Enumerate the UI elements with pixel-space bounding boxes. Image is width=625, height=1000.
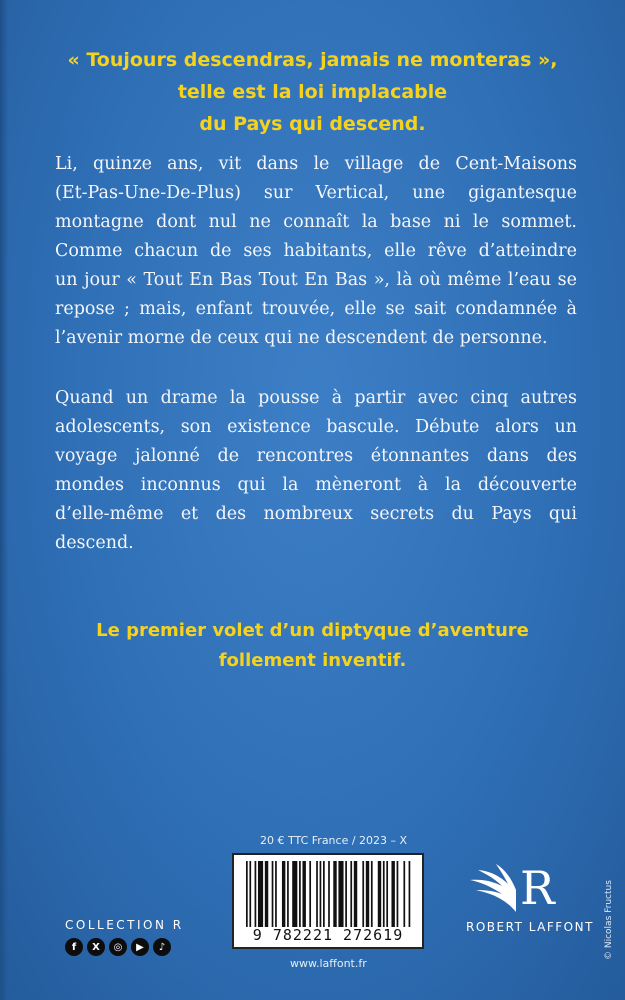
barcode-bar: [345, 861, 347, 927]
tagline-line: Le premier volet d’un diptyque d’aventure: [96, 620, 529, 641]
price-label: 20 € TTC France / 2023 – X: [260, 834, 408, 847]
publisher-name: ROBERT LAFFONT: [466, 920, 594, 934]
robert-laffont-logo: [468, 860, 558, 918]
barcode-bar: [265, 861, 268, 927]
barcode-bar: [275, 861, 277, 927]
barcode-bar: [323, 861, 325, 927]
barcode-bar: [366, 861, 369, 927]
text-line: voyage jalonné de rencontres étonnantes dans des: [55, 446, 577, 466]
tagline-line: « Toujours descendras, jamais ne monteras »,: [67, 49, 558, 71]
barcode-bar: [255, 861, 257, 927]
barcode: [232, 853, 424, 949]
barcode-bar: [272, 861, 274, 927]
barcode-bar: [302, 861, 305, 927]
text-line: adolescents, son existence bascule. Débute alors un: [55, 417, 577, 437]
barcode-bar: [378, 861, 381, 927]
cover-edge-shadow: [0, 0, 8, 1000]
barcode-bar: [391, 861, 394, 927]
top-tagline: [0, 44, 625, 140]
barcode-bar: [409, 861, 411, 927]
social-icons: [65, 938, 171, 956]
text-line: repose ; mais, enfant trouvée, elle se sait condamnée à: [55, 299, 577, 319]
text-line: mondes inconnus qui la mèneront à la découverte: [55, 475, 577, 495]
barcode-bar: [338, 861, 343, 927]
barcode-bar: [292, 861, 297, 927]
barcode-bars: [246, 861, 412, 927]
barcode-bar: [309, 861, 311, 927]
wing-icon: [470, 864, 516, 912]
collection-label: COLLECTION R: [65, 918, 184, 932]
barcode-bar: [383, 861, 385, 927]
text-line: l’avenir morne de ceux qui ne descendent de personne.: [55, 328, 548, 348]
photo-credit: © Nicolas Fructus: [604, 880, 614, 960]
facebook-icon[interactable]: f: [65, 938, 83, 956]
synopsis-paragraph-1: [55, 150, 577, 353]
barcode-bar: [350, 861, 352, 927]
barcode-bar: [320, 861, 322, 927]
barcode-bar: [397, 861, 399, 927]
barcode-bar: [333, 861, 336, 927]
barcode-bar: [282, 861, 285, 927]
website-link[interactable]: www.laffont.fr: [290, 957, 367, 970]
text-line: d’elle-même et des nombreux secrets du Pays qui: [55, 504, 577, 524]
bottom-tagline: [0, 616, 625, 676]
x-icon[interactable]: X: [87, 938, 105, 956]
text-line: Quand un drame la pousse à partir avec cinq autres: [55, 388, 577, 408]
synopsis-paragraph-2: [55, 384, 577, 558]
barcode-bar: [316, 861, 318, 927]
youtube-icon[interactable]: ▶: [131, 938, 149, 956]
logo-letter: R: [520, 861, 555, 915]
barcode-bar: [354, 861, 357, 927]
text-line: Li, quinze ans, vit dans le village de Cent-Maisons: [55, 154, 577, 174]
text-line: (Et-Pas-Une-De-Plus) sur Vertical, une gigantesque: [55, 183, 577, 203]
barcode-bar: [246, 861, 248, 927]
barcode-bar: [386, 861, 388, 927]
barcode-bar: [287, 861, 289, 927]
barcode-bar: [371, 861, 373, 927]
text-line: Comme chacun de ses habitants, elle rêve d’atteindre: [55, 241, 577, 261]
tagline-line: du Pays qui descend.: [199, 113, 426, 135]
barcode-bar: [362, 861, 364, 927]
isbn-number: 9 782221 272619: [252, 926, 404, 944]
barcode-bar: [299, 861, 301, 927]
barcode-bar: [249, 861, 251, 927]
tagline-line: follement inventif.: [218, 650, 407, 671]
text-line: montagne dont nul ne connaît la base ni le sommet.: [55, 212, 577, 232]
text-line: descend.: [55, 533, 134, 553]
instagram-icon[interactable]: ◎: [109, 938, 127, 956]
barcode-bar: [328, 861, 330, 927]
barcode-bar: [258, 861, 263, 927]
barcode-bar: [403, 861, 405, 927]
text-line: un jour « Tout En Bas Tout En Bas », là où même l’eau se: [55, 270, 577, 290]
tiktok-icon[interactable]: ♪: [153, 938, 171, 956]
tagline-line: telle est la loi implacable: [177, 81, 448, 103]
